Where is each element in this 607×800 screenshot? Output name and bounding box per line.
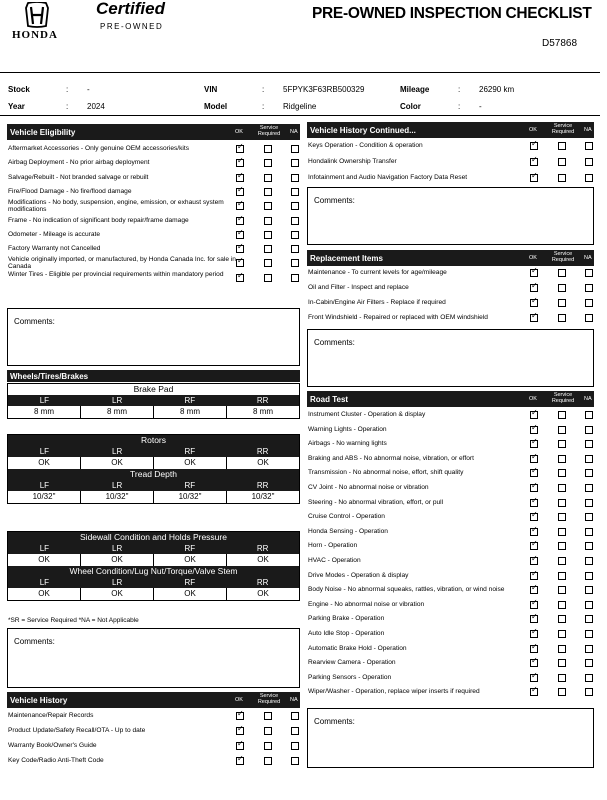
checklist-row bbox=[308, 598, 593, 612]
checklist-row bbox=[308, 139, 593, 153]
checklist-item-label: Horn - Operation bbox=[308, 542, 358, 550]
ok-checkbox[interactable] bbox=[530, 572, 538, 580]
checklist-row bbox=[8, 228, 299, 242]
section-title: Vehicle History bbox=[10, 696, 68, 705]
na-checkbox[interactable] bbox=[585, 299, 593, 307]
na-column-header: NA bbox=[584, 255, 592, 261]
ok-column-header: OK bbox=[235, 129, 243, 135]
na-checkbox[interactable] bbox=[585, 659, 593, 667]
page-title: PRE-OWNED INSPECTION CHECKLIST bbox=[312, 5, 592, 22]
service-required-checkbox[interactable] bbox=[558, 615, 566, 623]
ok-checkbox[interactable] bbox=[530, 557, 538, 565]
na-checkbox[interactable] bbox=[585, 142, 593, 150]
checklist-row bbox=[8, 709, 299, 723]
ok-checkbox[interactable] bbox=[530, 411, 538, 419]
na-checkbox[interactable] bbox=[585, 411, 593, 419]
na-column-header: NA bbox=[584, 127, 592, 133]
honda-wordmark: HONDA bbox=[12, 29, 58, 41]
rotors-table bbox=[7, 434, 300, 504]
comments-label: Comments: bbox=[314, 338, 355, 347]
ok-checkbox[interactable] bbox=[530, 484, 538, 492]
service-required-checkbox[interactable] bbox=[558, 630, 566, 638]
service-required-checkbox[interactable] bbox=[558, 314, 566, 322]
wheels-section-header bbox=[7, 370, 300, 382]
section-header bbox=[7, 124, 300, 140]
checklist-row bbox=[308, 408, 593, 422]
eligibility-comments-box[interactable] bbox=[7, 308, 300, 366]
ok-checkbox[interactable] bbox=[236, 259, 244, 267]
section-title: Vehicle Eligibility bbox=[10, 128, 76, 137]
ok-checkbox[interactable] bbox=[236, 727, 244, 735]
section-header bbox=[307, 391, 594, 407]
checklist-row bbox=[308, 423, 593, 437]
checklist-item-label: Transmission - No abnormal noise, effort, shift quality bbox=[308, 469, 464, 477]
checklist-item-label: Warranty Book/Owner's Guide bbox=[8, 742, 97, 749]
colon: : bbox=[262, 85, 265, 94]
legend-note: *SR = Service Required *NA = Not Applicable bbox=[8, 617, 139, 624]
color-label: Color bbox=[400, 102, 421, 111]
service-required-checkbox[interactable] bbox=[558, 426, 566, 434]
na-checkbox[interactable] bbox=[585, 158, 593, 166]
na-checkbox[interactable] bbox=[585, 542, 593, 550]
ok-checkbox[interactable] bbox=[530, 659, 538, 667]
checklist-row bbox=[308, 554, 593, 568]
service-required-checkbox[interactable] bbox=[264, 712, 272, 720]
service-required-checkbox[interactable] bbox=[558, 674, 566, 682]
service-required-checkbox[interactable] bbox=[558, 688, 566, 696]
na-column-header: NA bbox=[290, 697, 298, 703]
section-header bbox=[307, 122, 594, 138]
checklist-item-label: Auto Idle Stop - Operation bbox=[308, 630, 385, 637]
service-required-checkbox[interactable] bbox=[264, 202, 272, 210]
checklist-item-label: Engine - No abnormal noise or vibration bbox=[308, 600, 425, 608]
checklist-row bbox=[308, 642, 593, 656]
ok-checkbox[interactable] bbox=[236, 274, 244, 282]
checklist-row bbox=[8, 256, 299, 270]
position-header-row: LF LR RF RR bbox=[8, 446, 299, 457]
na-column-header: NA bbox=[584, 396, 592, 402]
checklist-item-label: Maintenance/Repair Records bbox=[8, 712, 94, 719]
ok-checkbox[interactable] bbox=[530, 440, 538, 448]
vin-value: 5FPYK3F63RB500329 bbox=[283, 85, 365, 94]
ok-checkbox[interactable] bbox=[530, 586, 538, 594]
na-checkbox[interactable] bbox=[291, 757, 299, 765]
ok-checkbox[interactable] bbox=[236, 159, 244, 167]
ok-checkbox[interactable] bbox=[236, 188, 244, 196]
mileage-label: Mileage bbox=[400, 85, 430, 94]
checklist-item-label: Product Update/Safety Recall/OTA - Up to date bbox=[8, 727, 146, 734]
checklist-item-label: Hondalink Ownership Transfer bbox=[308, 158, 397, 165]
checklist-row bbox=[8, 142, 299, 156]
checklist-row bbox=[308, 281, 593, 295]
checklist-row bbox=[308, 685, 593, 699]
service-required-checkbox[interactable] bbox=[264, 259, 272, 267]
checklist-row bbox=[8, 754, 299, 768]
checklist-item-label: Vehicle originally imported, or manufactured, by Honda Canada Inc. for sale in Canada bbox=[8, 256, 236, 271]
service-required-checkbox[interactable] bbox=[264, 245, 272, 253]
table-row: OK OK OK OK bbox=[8, 554, 299, 566]
service-required-checkbox[interactable] bbox=[558, 284, 566, 292]
table-row: OK OK OK OK bbox=[8, 457, 299, 469]
table-row: 10/32" 10/32" 10/32" 10/32" bbox=[8, 491, 299, 503]
na-checkbox[interactable] bbox=[585, 557, 593, 565]
ok-checkbox[interactable] bbox=[236, 712, 244, 720]
divider bbox=[0, 115, 600, 116]
checklist-row bbox=[8, 199, 299, 213]
service-required-checkbox[interactable] bbox=[558, 174, 566, 182]
checklist-row bbox=[308, 171, 593, 185]
checklist-item-label: Maintenance - To current levels for age/mileage bbox=[308, 269, 447, 276]
checklist-item-label: Automatic Brake Hold - Operation bbox=[308, 644, 407, 652]
checklist-row bbox=[308, 627, 593, 641]
service-required-checkbox[interactable] bbox=[558, 455, 566, 463]
service-required-checkbox[interactable] bbox=[558, 499, 566, 507]
stock-value: - bbox=[87, 85, 90, 94]
checklist-item-label: Modifications - No body, suspension, engine, emission, or exhaust system modifications bbox=[8, 199, 224, 214]
ok-checkbox[interactable] bbox=[530, 615, 538, 623]
checklist-item-label: CV Joint - No abnormal noise or vibration bbox=[308, 484, 429, 491]
na-checkbox[interactable] bbox=[291, 727, 299, 735]
checklist-item-label: Cruise Control - Operation bbox=[308, 513, 385, 521]
na-checkbox[interactable] bbox=[585, 630, 593, 638]
na-checkbox[interactable] bbox=[585, 269, 593, 277]
service-required-checkbox[interactable] bbox=[264, 159, 272, 167]
certified-title: Certified bbox=[96, 0, 165, 18]
section-title: Road Test bbox=[310, 395, 349, 404]
na-checkbox[interactable] bbox=[291, 245, 299, 253]
ok-checkbox[interactable] bbox=[236, 757, 244, 765]
checklist-item-label: Warning Lights - Operation bbox=[308, 425, 387, 433]
checklist-item-label: Drive Modes - Operation & display bbox=[308, 571, 409, 579]
honda-logo bbox=[0, 2, 74, 42]
ok-checkbox[interactable] bbox=[530, 513, 538, 521]
model-label: Model bbox=[204, 102, 228, 111]
ok-checkbox[interactable] bbox=[530, 630, 538, 638]
checklist-item-label: Parking Brake - Operation bbox=[308, 615, 385, 623]
service-required-checkbox[interactable] bbox=[558, 142, 566, 150]
na-checkbox[interactable] bbox=[585, 572, 593, 580]
checklist-row bbox=[8, 724, 299, 738]
model-value: Ridgeline bbox=[283, 102, 317, 111]
na-checkbox[interactable] bbox=[291, 712, 299, 720]
table-row: OK OK OK OK bbox=[8, 588, 299, 600]
checklist-item-label: Airbags - No warning lights bbox=[308, 440, 387, 448]
na-checkbox[interactable] bbox=[585, 674, 593, 682]
checklist-row bbox=[8, 171, 299, 185]
service-required-checkbox[interactable] bbox=[558, 440, 566, 448]
checklist-item-label: HVAC - Operation bbox=[308, 557, 361, 564]
colon: : bbox=[66, 85, 69, 94]
checklist-row bbox=[308, 481, 593, 495]
table-title: Wheel Condition/Lug Nut/Torque/Valve Stem bbox=[8, 566, 299, 577]
checklist-item-label: Rearview Camera - Operation bbox=[308, 659, 396, 667]
stock-label: Stock bbox=[8, 85, 30, 94]
checklist-item-label: Key Code/Radio Anti-Theft Code bbox=[8, 757, 104, 764]
service-required-checkbox[interactable] bbox=[264, 188, 272, 196]
checklist-row bbox=[308, 510, 593, 524]
na-checkbox[interactable] bbox=[291, 217, 299, 225]
comments-label: Comments: bbox=[314, 196, 355, 205]
na-checkbox[interactable] bbox=[291, 742, 299, 750]
checklist-item-label: Oil and Filter - Inspect and replace bbox=[308, 284, 409, 291]
service-required-checkbox[interactable] bbox=[264, 727, 272, 735]
checklist-item-label: Odometer - Mileage is accurate bbox=[8, 230, 100, 238]
service-required-checkbox[interactable] bbox=[264, 174, 272, 182]
service-required-checkbox[interactable] bbox=[264, 231, 272, 239]
checklist-item-label: Fire/Flood Damage - No fire/flood damage bbox=[8, 187, 132, 195]
ok-checkbox[interactable] bbox=[530, 645, 538, 653]
road-test-comments-box[interactable] bbox=[307, 708, 594, 768]
table-title: Brake Pad bbox=[8, 384, 299, 395]
ok-checkbox[interactable] bbox=[530, 142, 538, 150]
checklist-item-label: Airbag Deployment - No prior airbag deployment bbox=[8, 159, 150, 167]
ok-checkbox[interactable] bbox=[236, 231, 244, 239]
year-label: Year bbox=[8, 102, 25, 111]
service-required-checkbox[interactable] bbox=[558, 158, 566, 166]
position-header-row: LF LR RF RR bbox=[8, 577, 299, 588]
service-required-checkbox[interactable] bbox=[558, 557, 566, 565]
ok-checkbox[interactable] bbox=[530, 314, 538, 322]
checklist-row bbox=[308, 437, 593, 451]
checklist-row bbox=[308, 612, 593, 626]
ok-checkbox[interactable] bbox=[530, 542, 538, 550]
ok-column-header: OK bbox=[235, 697, 243, 703]
checklist-item-label: Parking Sensors - Operation bbox=[308, 673, 392, 681]
checklist-item-label: Salvage/Rebuilt - Not branded salvage or rebuilt bbox=[8, 173, 149, 181]
checklist-row bbox=[308, 569, 593, 583]
ok-checkbox[interactable] bbox=[530, 688, 538, 696]
checklist-item-label: Instrument Cluster - Operation & display bbox=[308, 411, 426, 418]
ok-checkbox[interactable] bbox=[530, 426, 538, 434]
ok-checkbox[interactable] bbox=[530, 528, 538, 536]
certified-subtitle: PRE-OWNED bbox=[100, 22, 164, 31]
na-checkbox[interactable] bbox=[291, 274, 299, 282]
service-required-checkbox[interactable] bbox=[558, 601, 566, 609]
certified-logo bbox=[96, 0, 165, 31]
honda-h-icon bbox=[24, 2, 50, 28]
na-checkbox[interactable] bbox=[585, 615, 593, 623]
table-row: 8 mm 8 mm 8 mm 8 mm bbox=[8, 406, 299, 418]
comments-label: Comments: bbox=[314, 717, 355, 726]
checklist-item-label: In-Cabin/Engine Air Filters - Replace if required bbox=[308, 299, 446, 306]
ok-column-header: OK bbox=[529, 255, 537, 261]
service-required-checkbox[interactable] bbox=[558, 269, 566, 277]
ok-checkbox[interactable] bbox=[236, 245, 244, 253]
section-title: Vehicle History Continued... bbox=[310, 126, 416, 135]
na-checkbox[interactable] bbox=[585, 284, 593, 292]
na-checkbox[interactable] bbox=[585, 528, 593, 536]
colon: : bbox=[458, 102, 461, 111]
ok-checkbox[interactable] bbox=[530, 601, 538, 609]
service-required-checkbox[interactable] bbox=[264, 145, 272, 153]
service-required-checkbox[interactable] bbox=[558, 659, 566, 667]
service-required-column-header: Service Required bbox=[551, 392, 575, 404]
na-checkbox[interactable] bbox=[291, 145, 299, 153]
service-required-column-header: Service Required bbox=[257, 693, 281, 705]
na-checkbox[interactable] bbox=[585, 440, 593, 448]
checklist-item-label: Honda Sensing - Operation bbox=[308, 527, 388, 535]
ok-column-header: OK bbox=[529, 127, 537, 133]
checklist-row bbox=[8, 242, 299, 256]
checklist-item-label: Aftermarket Accessories - Only genuine OEM accessories/kits bbox=[8, 145, 190, 152]
na-checkbox[interactable] bbox=[585, 499, 593, 507]
na-checkbox[interactable] bbox=[585, 601, 593, 609]
checklist-row bbox=[8, 739, 299, 753]
vin-label: VIN bbox=[204, 85, 218, 94]
service-required-checkbox[interactable] bbox=[264, 274, 272, 282]
na-checkbox[interactable] bbox=[585, 513, 593, 521]
table-title: Sidewall Condition and Holds Pressure bbox=[8, 532, 299, 543]
comments-label: Comments: bbox=[14, 317, 55, 326]
na-checkbox[interactable] bbox=[291, 231, 299, 239]
ok-checkbox[interactable] bbox=[530, 299, 538, 307]
color-value: - bbox=[479, 102, 482, 111]
checklist-row bbox=[308, 671, 593, 685]
checklist-item-label: Steering - No abnormal vibration, effort, or pull bbox=[308, 498, 444, 506]
na-checkbox[interactable] bbox=[585, 455, 593, 463]
checklist-item-label: Winter Tires - Eligible per provincial requirements within mandatory period bbox=[8, 270, 224, 278]
colon: : bbox=[458, 85, 461, 94]
ok-checkbox[interactable] bbox=[236, 145, 244, 153]
sidewall-table bbox=[7, 531, 300, 601]
na-checkbox[interactable] bbox=[585, 426, 593, 434]
service-required-checkbox[interactable] bbox=[558, 528, 566, 536]
service-required-checkbox[interactable] bbox=[558, 645, 566, 653]
year-value: 2024 bbox=[87, 102, 105, 111]
na-checkbox[interactable] bbox=[585, 586, 593, 594]
service-required-checkbox[interactable] bbox=[558, 484, 566, 492]
colon: : bbox=[66, 102, 69, 111]
checklist-row bbox=[8, 156, 299, 170]
checklist-row bbox=[308, 296, 593, 310]
checklist-item-label: Braking and ABS - No abnormal noise, vibration, or effort bbox=[308, 454, 474, 462]
ok-checkbox[interactable] bbox=[530, 455, 538, 463]
checklist-row bbox=[308, 266, 593, 280]
checklist-row bbox=[308, 583, 593, 597]
service-required-column-header: Service Required bbox=[551, 123, 575, 135]
ok-checkbox[interactable] bbox=[530, 469, 538, 477]
na-checkbox[interactable] bbox=[585, 484, 593, 492]
checklist-item-label: Front Windshield - Repaired or replaced with OEM windshield bbox=[308, 314, 488, 321]
service-required-checkbox[interactable] bbox=[558, 411, 566, 419]
table-title: Rotors bbox=[8, 435, 299, 446]
checklist-row bbox=[308, 539, 593, 553]
section-title: Replacement Items bbox=[310, 254, 383, 263]
ok-checkbox[interactable] bbox=[236, 217, 244, 225]
section-header bbox=[307, 250, 594, 266]
checklist-row bbox=[308, 525, 593, 539]
na-checkbox[interactable] bbox=[291, 259, 299, 267]
na-checkbox[interactable] bbox=[585, 688, 593, 696]
checklist-item-label: Infotainment and Audio Navigation Factory Data Reset bbox=[308, 174, 468, 181]
na-checkbox[interactable] bbox=[585, 174, 593, 182]
service-required-checkbox[interactable] bbox=[558, 586, 566, 594]
checklist-row bbox=[308, 496, 593, 510]
position-header-row: LF LR RF RR bbox=[8, 480, 299, 491]
checklist-row bbox=[308, 466, 593, 480]
history-continued-comments-box[interactable] bbox=[307, 187, 594, 245]
na-checkbox[interactable] bbox=[291, 174, 299, 182]
checklist-item-label: Wiper/Washer - Operation, replace wiper inserts if required bbox=[308, 688, 480, 696]
na-checkbox[interactable] bbox=[291, 202, 299, 210]
ok-checkbox[interactable] bbox=[530, 284, 538, 292]
service-required-checkbox[interactable] bbox=[264, 217, 272, 225]
na-checkbox[interactable] bbox=[291, 159, 299, 167]
brake-pad-table bbox=[7, 383, 300, 419]
colon: : bbox=[262, 102, 265, 111]
ok-checkbox[interactable] bbox=[236, 174, 244, 182]
checklist-item-label: Frame - No indication of significant body repair/frame damage bbox=[8, 216, 189, 224]
na-checkbox[interactable] bbox=[291, 188, 299, 196]
na-checkbox[interactable] bbox=[585, 645, 593, 653]
service-required-checkbox[interactable] bbox=[558, 513, 566, 521]
position-header-row: LF LR RF RR bbox=[8, 543, 299, 554]
ok-checkbox[interactable] bbox=[530, 174, 538, 182]
service-required-checkbox[interactable] bbox=[264, 757, 272, 765]
service-required-column-header: Service Required bbox=[257, 125, 281, 137]
ok-checkbox[interactable] bbox=[530, 674, 538, 682]
replacement-comments-box[interactable] bbox=[307, 329, 594, 387]
checklist-row bbox=[8, 185, 299, 199]
mileage-value: 26290 km bbox=[479, 85, 515, 94]
na-checkbox[interactable] bbox=[585, 314, 593, 322]
checklist-row bbox=[308, 656, 593, 670]
service-required-checkbox[interactable] bbox=[558, 299, 566, 307]
checklist-item-label: Keys Operation - Condition & operation bbox=[308, 142, 423, 149]
service-required-checkbox[interactable] bbox=[558, 469, 566, 477]
document-code: D57868 bbox=[542, 38, 578, 49]
checklist-row bbox=[8, 271, 299, 285]
ok-checkbox[interactable] bbox=[236, 202, 244, 210]
service-required-column-header: Service Required bbox=[551, 251, 575, 263]
service-required-checkbox[interactable] bbox=[264, 742, 272, 750]
ok-checkbox[interactable] bbox=[530, 158, 538, 166]
na-column-header: NA bbox=[290, 129, 298, 135]
section-header bbox=[7, 692, 300, 708]
checklist-item-label: Body Noise - No abnormal squeaks, rattles, vibration, or wind noise bbox=[308, 586, 505, 594]
ok-checkbox[interactable] bbox=[530, 269, 538, 277]
checklist-row bbox=[8, 214, 299, 228]
checklist-row bbox=[308, 452, 593, 466]
service-required-checkbox[interactable] bbox=[558, 542, 566, 550]
ok-checkbox[interactable] bbox=[530, 499, 538, 507]
wheels-comments-box[interactable] bbox=[7, 628, 300, 688]
comments-label: Comments: bbox=[14, 637, 55, 646]
checklist-row bbox=[308, 155, 593, 169]
table-title: Tread Depth bbox=[8, 469, 299, 480]
checklist-row bbox=[308, 311, 593, 325]
checklist-item-label: Factory Warranty not Cancelled bbox=[8, 245, 101, 253]
position-header-row: LF LR RF RR bbox=[8, 395, 299, 406]
na-checkbox[interactable] bbox=[585, 469, 593, 477]
ok-checkbox[interactable] bbox=[236, 742, 244, 750]
divider bbox=[0, 72, 600, 73]
ok-column-header: OK bbox=[529, 396, 537, 402]
section-title: Wheels/Tires/Brakes bbox=[10, 372, 89, 381]
service-required-checkbox[interactable] bbox=[558, 572, 566, 580]
